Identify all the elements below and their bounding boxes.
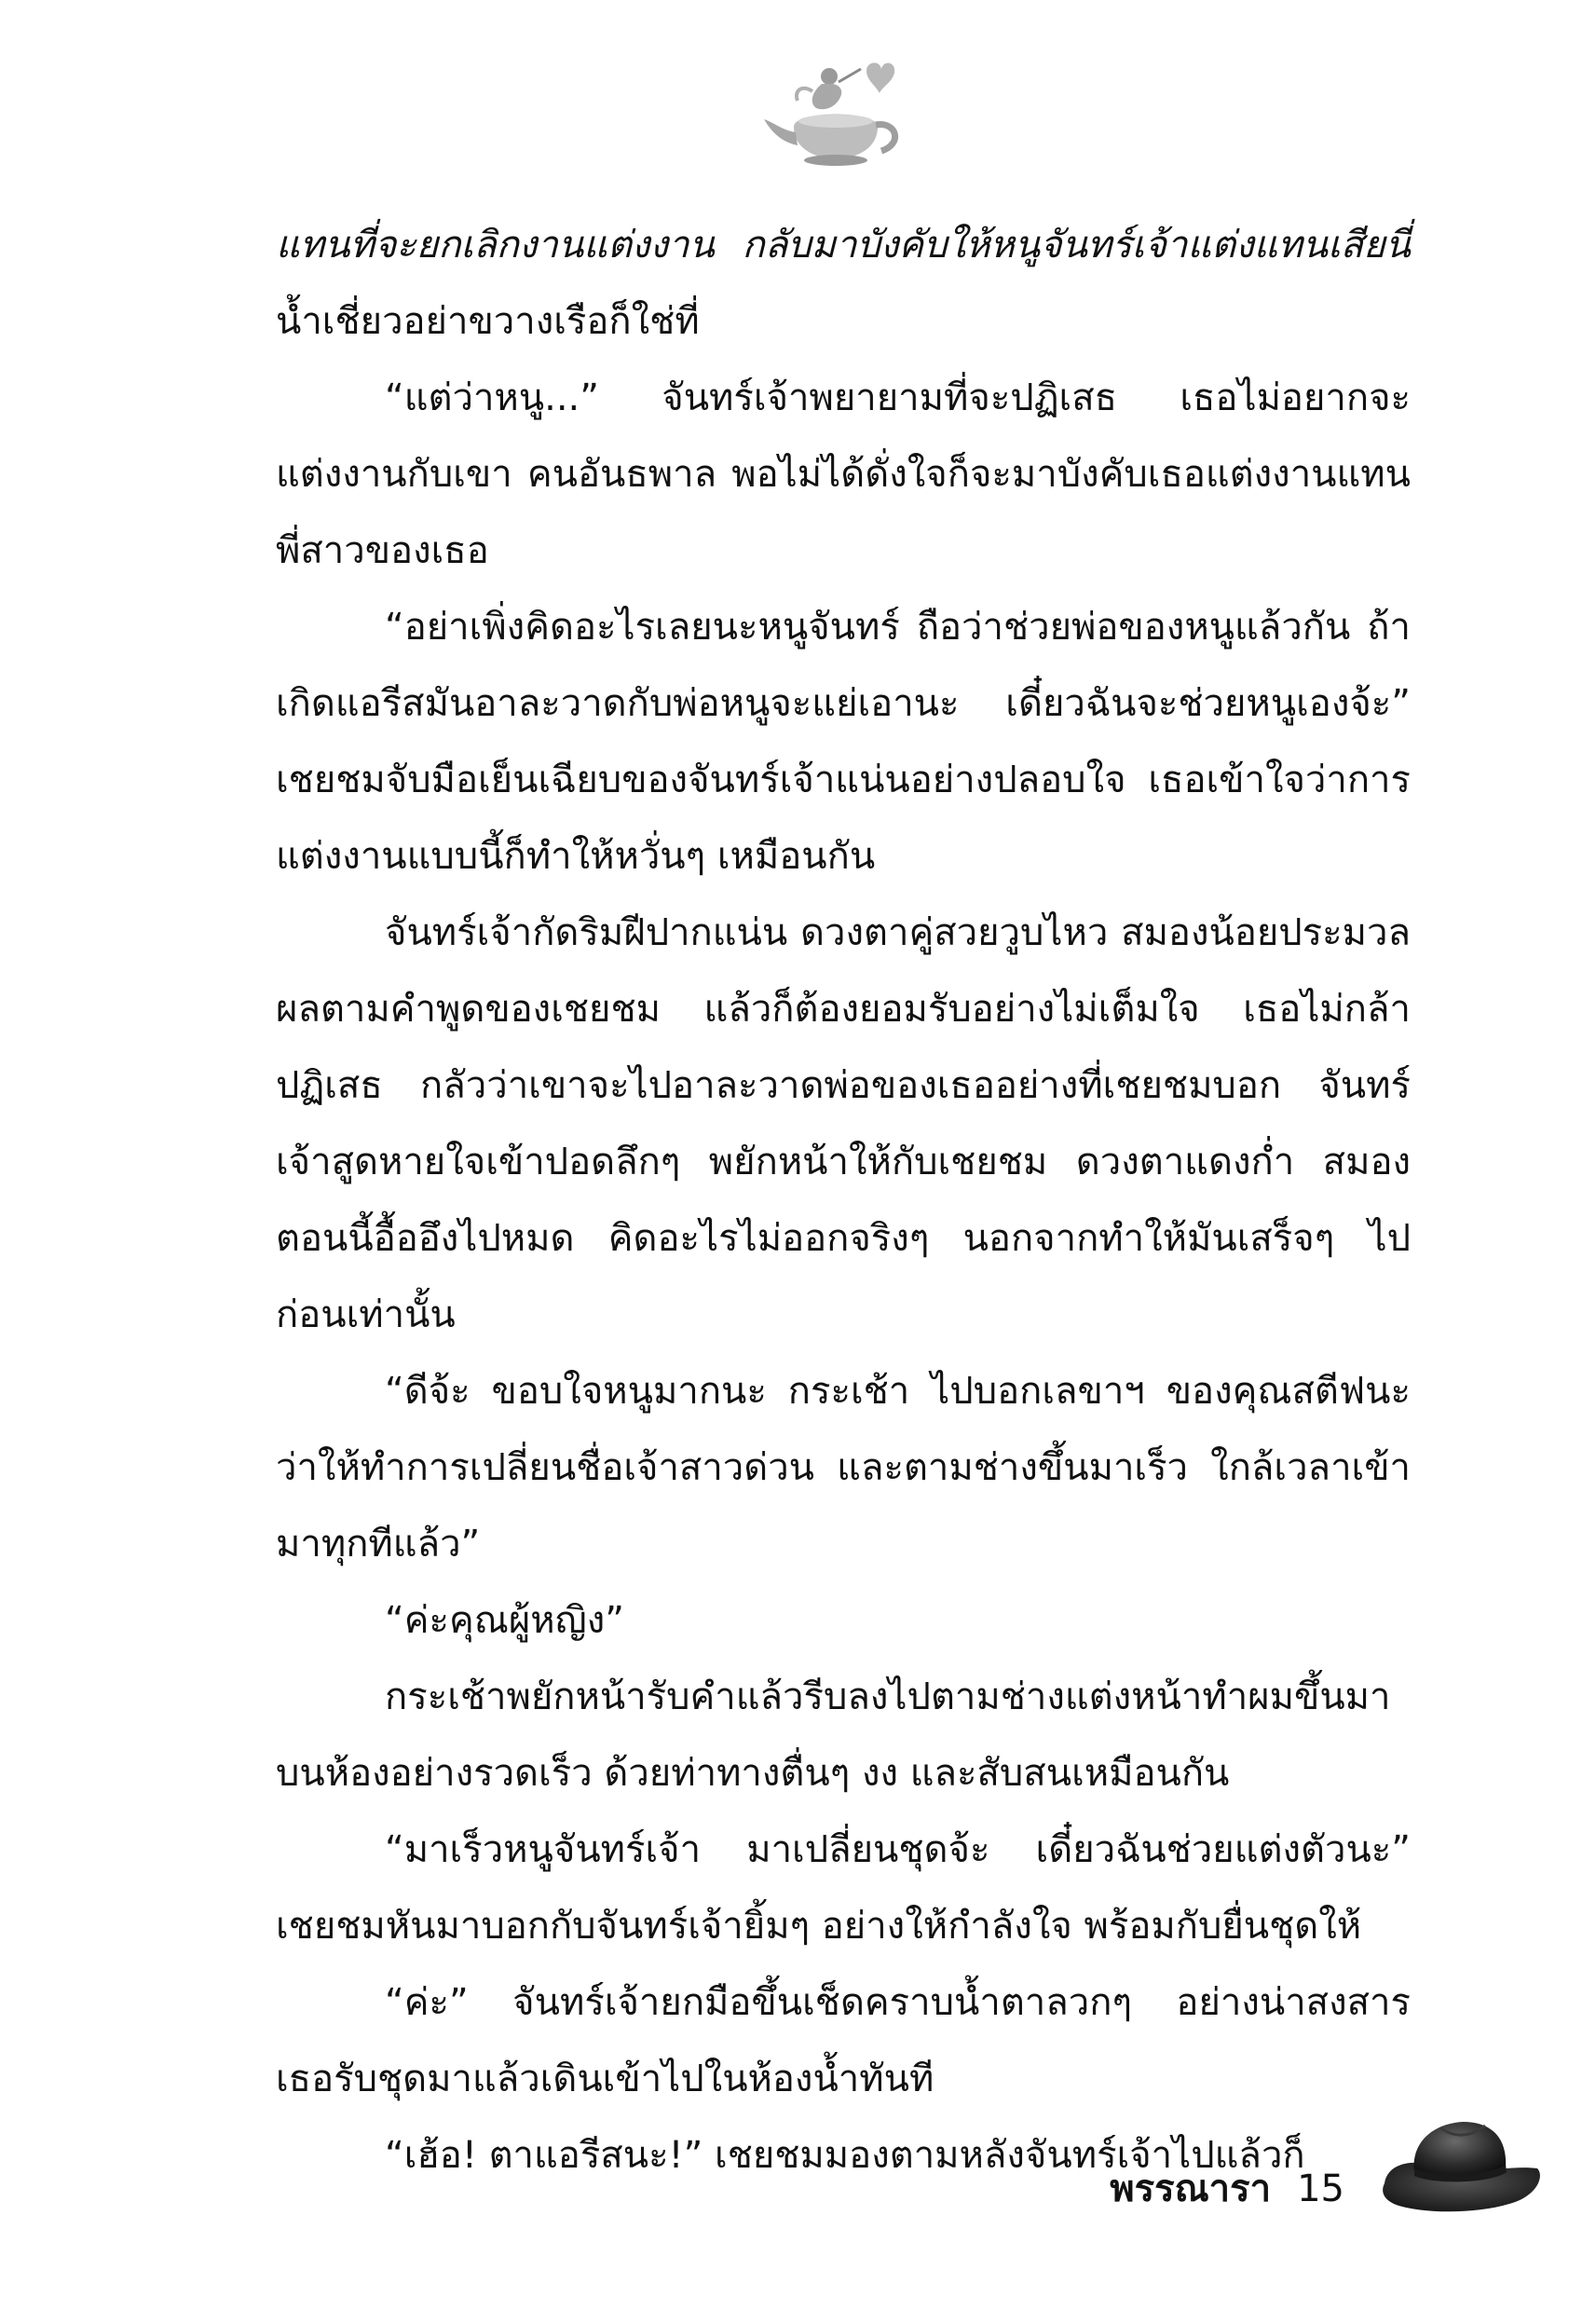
paragraph: “แต่ว่าหนู...” จันทร์เจ้าพยายามที่จะปฏิเสธ เธอไม่อยากจะแต่งงานกับเขา คนอันธพาล พอไม่ได้ดั่งใจก็จะมาบังคับเธอแต่งงานแทนพี่สาวของเธอ [276,376,1411,572]
story-text [276,207,1411,2194]
paragraph [276,207,1411,360]
paragraph: “ดีจ้ะ ขอบใจหนูมากนะ กระเช้า ไปบอกเลขาฯ ของคุณสตีฟนะว่าให้ทำการเปลี่ยนชื่อเจ้าสาวด่วน และตามช่างขึ้นมาเร็ว ใกล้เวลาเข้ามาทุกทีแล้ว” [276,1370,1411,1566]
book-title: พรรณารา [1110,2167,1272,2210]
paragraph: “ค่ะคุณผู้หญิง” [385,1599,624,1642]
page-footer [1110,2158,1344,2218]
page-number: 15 [1297,2167,1344,2210]
teapot-cupid-ornament-icon [757,54,915,175]
paragraph: “เฮ้อ! ตาแอรีสนะ!” เชยชมมองตามหลังจันทร์เจ้าไปแล้วก็ [385,2134,1305,2177]
paragraph: “อย่าเพิ่งคิดอะไรเลยนะหนูจันทร์ ถือว่าช่วยพ่อของหนูแล้วกัน ถ้าเกิดแอรีสมันอาละวาดกับพ่อหนูจะแย่เอานะ เดี๋ยวฉันจะช่วยหนูเองจ้ะ” เชยชมจับมือเย็นเฉียบของจันทร์เจ้าแน่นอย่างปลอบใจ เธอเข้าใจว่าการแต่งงานแบบนี้ก็ทำให้หวั่นๆ เหมือนกัน [276,606,1411,878]
paragraph: จันทร์เจ้ากัดริมฝีปากแน่น ดวงตาคู่สวยวูบไหว สมองน้อยประมวลผลตามคำพูดของเชยชม แล้วก็ต้องยอมรับอย่างไม่เต็มใจ เธอไม่กล้าปฏิเสธ กลัวว่าเขาจะไปอาละวาดพ่อของเธออย่างที่เชยชมบอก จันทร์เจ้าสูดหายใจเข้าปอดลึกๆ พยักหน้าให้กับเชยชม ดวงตาแดงก่ำ สมองตอนนี้อื้ออึงไปหมด คิดอะไรไม่ออกจริงๆ นอกจากทำให้มันเสร็จๆ ไปก่อนเท่านั้น [276,911,1411,1336]
paragraph: “มาเร็วหนูจันทร์เจ้า มาเปลี่ยนชุดจ้ะ เดี๋ยวฉันช่วยแต่งตัวนะ” เชยชมหันมาบอกกับจันทร์เจ้ายิ้มๆ อย่างให้กำลังใจ พร้อมกับยื่นชุดให้ [276,1828,1411,1948]
paragraph: กระเช้าพยักหน้ารับคำแล้วรีบลงไปตามช่างแต่งหน้าทำผมขึ้นมาบนห้องอย่างรวดเร็ว ด้วยท่าทางตื่นๆ งง และสับสนเหมือนกัน [276,1675,1391,1795]
inner-thought-text: แทนที่จะยกเลิกงานแต่งงาน กลับมาบังคับให้หนูจันทร์เจ้าแต่งแทนเสียนี่ [276,224,1411,267]
paragraph-text: น้ำเชี่ยวอย่าขวางเรือก็ใช่ที่ [276,300,700,343]
cowboy-hat-icon [1379,2111,1547,2222]
paragraph: “ค่ะ” จันทร์เจ้ายกมือขึ้นเช็ดคราบน้ำตาลวกๆ อย่างน่าสงสาร เธอรับชุดมาแล้วเดินเข้าไปในห้องน้ำทันที [276,1981,1411,2100]
